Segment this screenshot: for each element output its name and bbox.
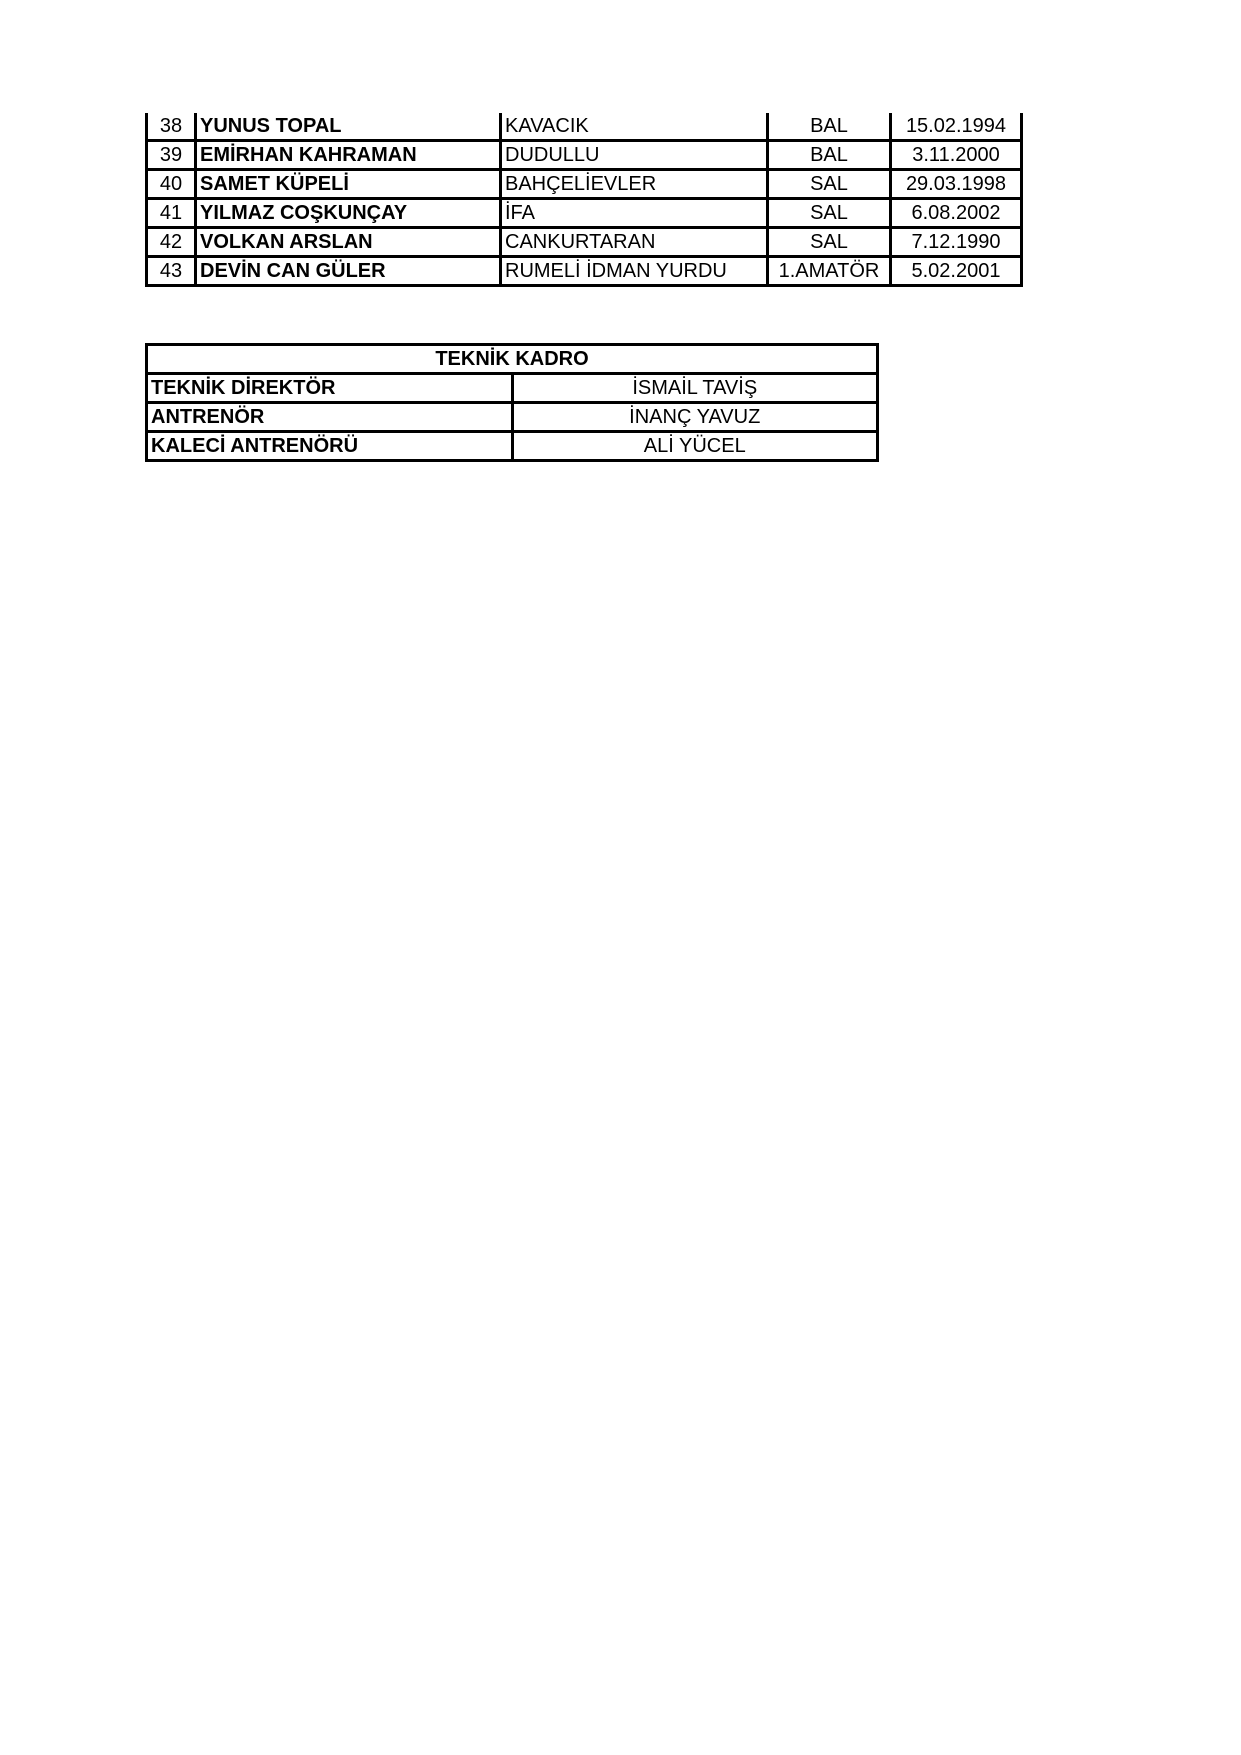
player-status: 1.AMATÖR [768,257,891,286]
table-row [147,257,1022,286]
player-club: DUDULLU [501,141,768,170]
player-birthdate: 7.12.1990 [891,228,1022,257]
technical-staff-table [145,343,879,462]
player-number: 38 [147,113,196,141]
player-name: DEVİN CAN GÜLER [196,257,501,286]
table-header-row [147,345,878,374]
player-number: 41 [147,199,196,228]
player-club: CANKURTARAN [501,228,768,257]
table-row [147,199,1022,228]
table-row [147,228,1022,257]
staff-role: KALECİ ANTRENÖRÜ [147,432,513,461]
player-birthdate: 6.08.2002 [891,199,1022,228]
staff-role: ANTRENÖR [147,403,513,432]
player-status: SAL [768,170,891,199]
player-birthdate: 3.11.2000 [891,141,1022,170]
player-number: 39 [147,141,196,170]
player-club: İFA [501,199,768,228]
table-row [147,113,1022,141]
player-status: SAL [768,228,891,257]
player-birthdate: 15.02.1994 [891,113,1022,141]
staff-person: ALİ YÜCEL [512,432,878,461]
staff-role: TEKNİK DİREKTÖR [147,374,513,403]
staff-person: İNANÇ YAVUZ [512,403,878,432]
players-table [145,113,1023,287]
player-name: SAMET KÜPELİ [196,170,501,199]
player-club: BAHÇELİEVLER [501,170,768,199]
player-number: 43 [147,257,196,286]
table-row [147,374,878,403]
player-number: 40 [147,170,196,199]
player-name: YILMAZ COŞKUNÇAY [196,199,501,228]
player-birthdate: 29.03.1998 [891,170,1022,199]
table-row [147,403,878,432]
table-row [147,432,878,461]
staff-person: İSMAİL TAVİŞ [512,374,878,403]
table-row [147,170,1022,199]
player-name: EMİRHAN KAHRAMAN [196,141,501,170]
player-number: 42 [147,228,196,257]
player-status: BAL [768,141,891,170]
player-club: KAVACIK [501,113,768,141]
player-club: RUMELİ İDMAN YURDU [501,257,768,286]
table-row [147,141,1022,170]
staff-table-title: TEKNİK KADRO [147,345,878,374]
player-status: SAL [768,199,891,228]
player-status: BAL [768,113,891,141]
player-name: VOLKAN ARSLAN [196,228,501,257]
player-birthdate: 5.02.2001 [891,257,1022,286]
player-name: YUNUS TOPAL [196,113,501,141]
